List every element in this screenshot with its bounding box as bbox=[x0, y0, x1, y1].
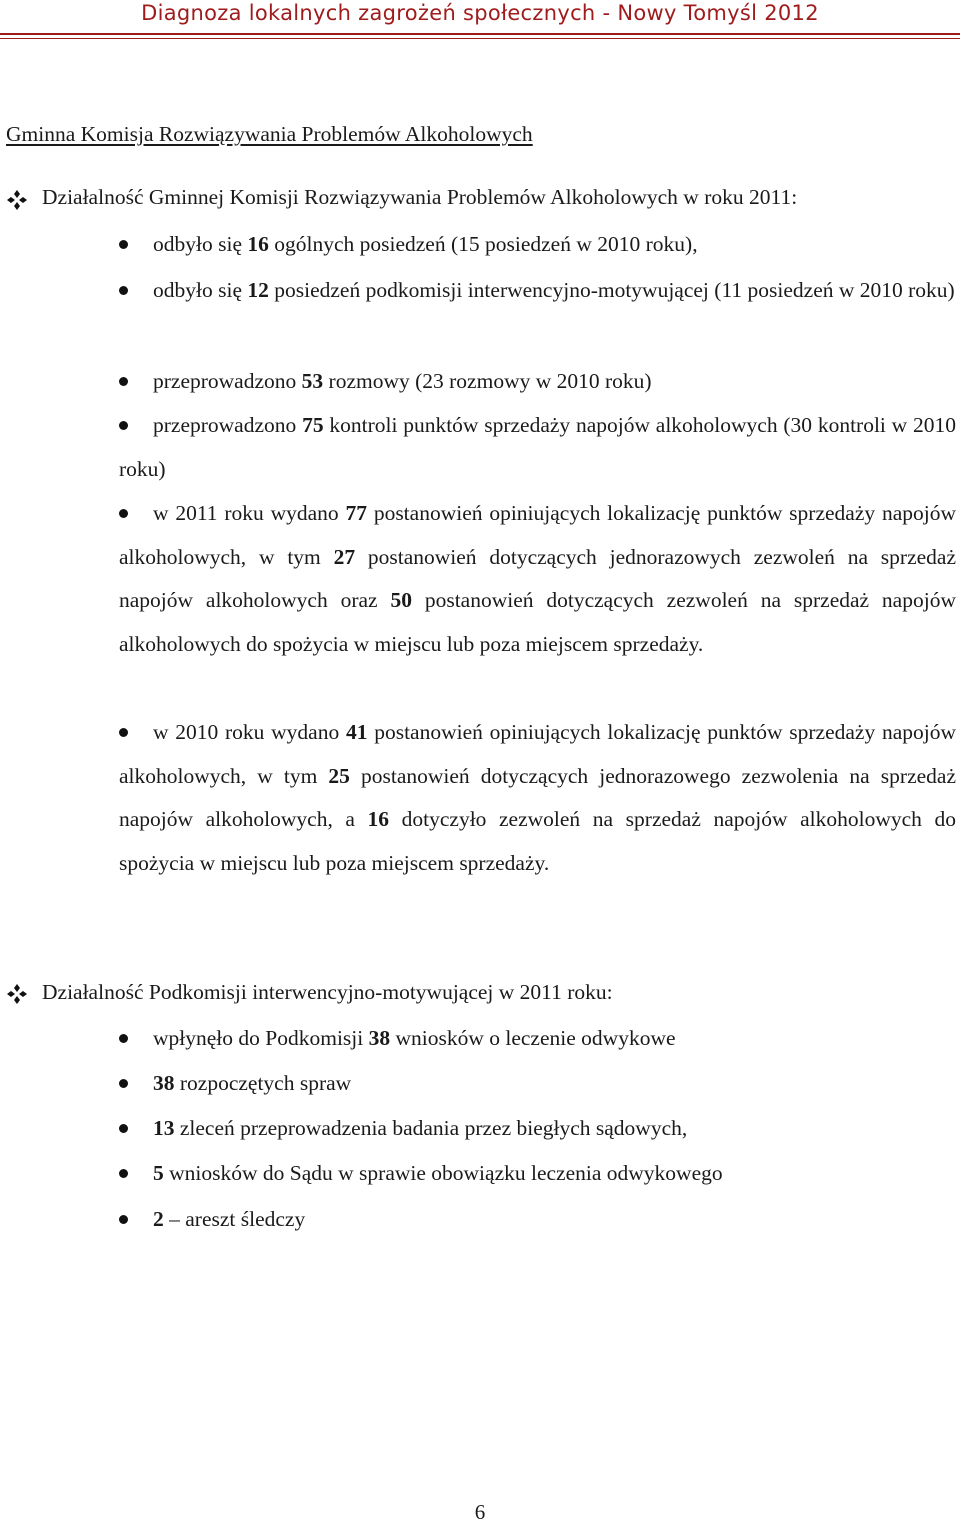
page-header bbox=[0, 0, 960, 44]
list-item: 2 – areszt śledczy bbox=[153, 1207, 306, 1231]
list-item: 38 rozpoczętych spraw bbox=[153, 1071, 352, 1095]
list-item: przeprowadzono 75 kontroli punktów sprzedaży napojów alkoholowych (30 kontroli w 2010 roku) bbox=[119, 413, 956, 481]
four-diamond-icon bbox=[6, 983, 28, 1005]
four-diamond-icon bbox=[6, 189, 28, 211]
list-item: wpłynęło do Podkomisji 38 wniosków o leczenie odwykowe bbox=[153, 1026, 676, 1050]
list-item: odbyło się 12 posiedzeń podkomisji interwencyjno-motywującej (11 posiedzeń w 2010 roku) bbox=[153, 278, 955, 302]
list-item: w 2011 roku wydano 77 postanowień opiniujących lokalizację punktów sprzedaży napojów alkoholowych, w tym 27 postanowień dotyczących jednorazowych zezwoleń na sprzedaż napojów alkoholowych oraz 50 postanowień dotyczących zezwoleń na sprzedaż napojów alkoholowych do spożycia w miejscu lub poza miejscem sprzedaży. bbox=[119, 501, 956, 656]
page-number: 6 bbox=[474, 1500, 486, 1524]
list-item: odbyło się 16 ogólnych posiedzeń (15 posiedzeń w 2010 roku), bbox=[153, 232, 698, 256]
header-title: Diagnoza lokalnych zagrożeń społecznych - Nowy Tomyśl 2012 bbox=[141, 1, 819, 25]
list-item: 5 wniosków do Sądu w sprawie obowiązku leczenia odwykowego bbox=[153, 1161, 723, 1185]
list-item: 13 zleceń przeprowadzenia badania przez biegłych sądowych, bbox=[153, 1116, 688, 1140]
list-item: w 2010 roku wydano 41 postanowień opiniujących lokalizację punktów sprzedaży napojów alkoholowych, w tym 25 postanowień dotyczących jednorazowego zezwolenia na sprzedaż napojów alkoholowych, a 16 dotyczyło zezwoleń na sprzedaż napojów alkoholowych do spożycia w miejscu lub poza miejscem sprzedaży. bbox=[119, 720, 956, 875]
header-rule-thin bbox=[0, 38, 960, 39]
section-heading: Gminna Komisja Rozwiązywania Problemów Alkoholowych bbox=[6, 122, 533, 146]
header-rule bbox=[0, 33, 960, 35]
list-item: przeprowadzono 53 rozmowy (23 rozmowy w 2010 roku) bbox=[153, 369, 652, 393]
section-1-title: Działalność Gminnej Komisji Rozwiązywania Problemów Alkoholowych w roku 2011: bbox=[42, 185, 798, 209]
section-2-title: Działalność Podkomisji interwencyjno-motywującej w 2011 roku: bbox=[42, 980, 613, 1004]
